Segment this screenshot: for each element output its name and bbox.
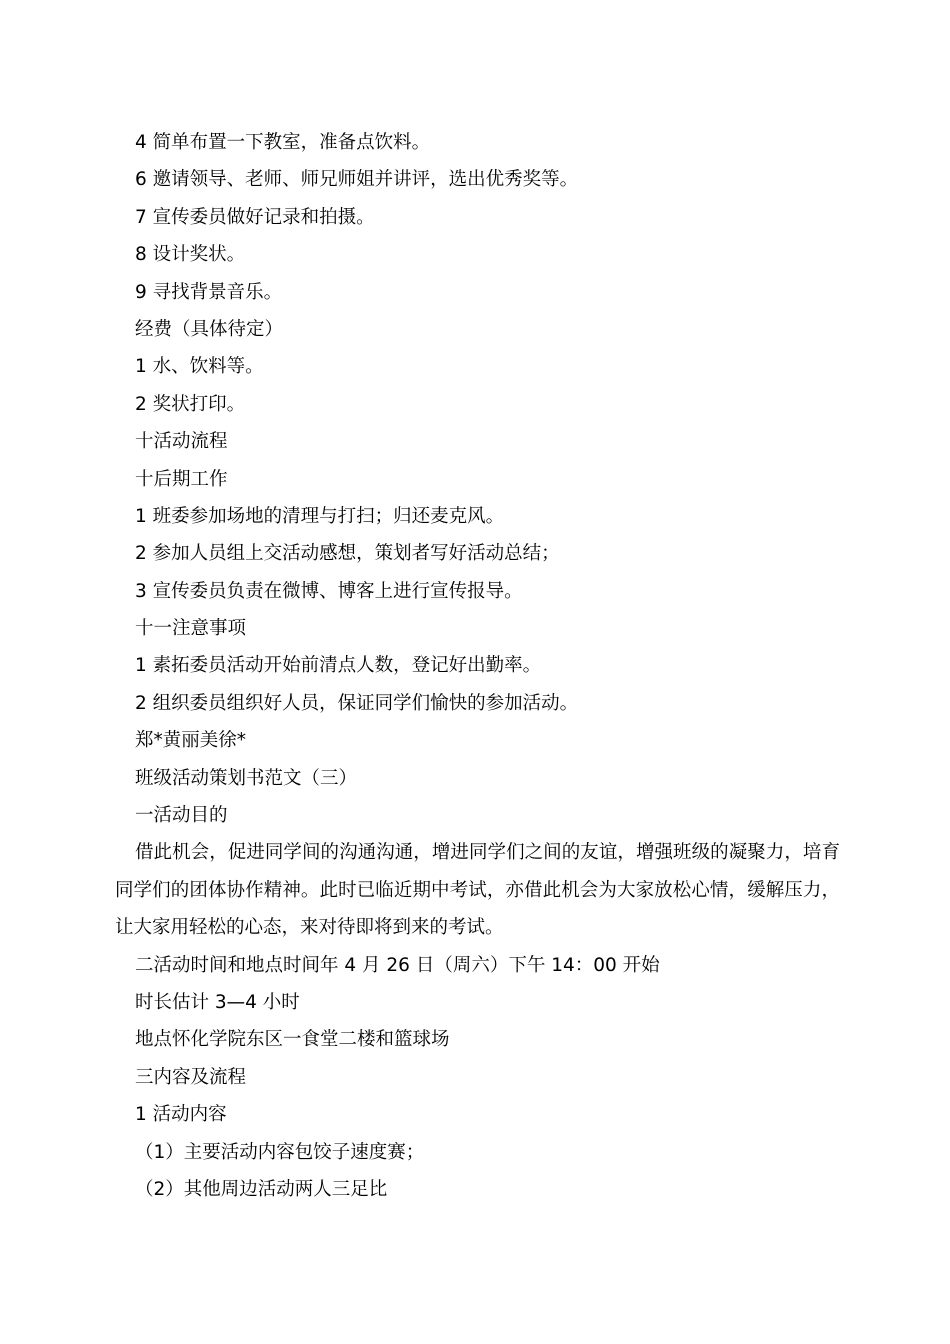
section-heading-notes: 十一注意事项	[135, 618, 247, 640]
text-line: （2）其他周边活动两人三足比	[135, 1178, 388, 1200]
document-title: 班级活动策划书范文（三）	[135, 767, 358, 789]
text-line: 二活动时间和地点时间年 4 月 26 日（周六）下午 14：00 开始	[135, 954, 660, 976]
section-heading-purpose: 一活动目的	[135, 805, 228, 827]
purpose-paragraph: 借此机会，促进同学间的沟通沟通，增进同学们之间的友谊，增强班级的凝聚力，培育同学们的团体协作精神。此时已临近期中考试，亦借此机会为大家放松心情，缓解压力，让大家用轻松的心态，来对待即将到来的考试。	[115, 842, 840, 939]
author-names: 郑*黄丽美徐*	[135, 730, 247, 752]
text-line: 2 参加人员组上交活动感想，策划者写好活动总结；	[135, 543, 560, 565]
text-line: 7 宣传委员做好记录和拍摄。	[135, 206, 375, 228]
text-line: 2 组织委员组织好人员，保证同学们愉快的参加活动。	[135, 692, 579, 714]
text-line: 时长估计 3—4 小时	[135, 992, 300, 1014]
document-body	[115, 124, 840, 1208]
text-line: 2 奖状打印。	[135, 393, 246, 415]
text-line: 9 寻找背景音乐。	[135, 281, 283, 303]
section-heading-content: 三内容及流程	[135, 1066, 247, 1088]
text-line: 地点怀化学院东区一食堂二楼和篮球场	[135, 1029, 450, 1051]
text-line: 6 邀请领导、老师、师兄师姐并讲评，选出优秀奖等。	[135, 169, 579, 191]
text-line: 4 简单布置一下教室，准备点饮料。	[135, 132, 431, 153]
text-line: 1 活动内容	[135, 1104, 227, 1126]
text-line: 1 班委参加场地的清理与打扫；归还麦克风。	[135, 505, 505, 527]
section-heading-process: 十活动流程	[135, 431, 228, 453]
section-heading-budget: 经费（具体待定）	[135, 318, 284, 340]
text-line: （1）主要活动内容包饺子速度赛；	[135, 1141, 425, 1163]
text-line: 1 水、饮料等。	[135, 356, 264, 378]
text-line: 8 设计奖状。	[135, 244, 246, 266]
text-line: 3 宣传委员负责在微博、博客上进行宣传报导。	[135, 580, 523, 602]
text-line: 1 素拓委员活动开始前清点人数，登记好出勤率。	[135, 655, 542, 677]
section-heading-followup: 十后期工作	[135, 468, 228, 490]
